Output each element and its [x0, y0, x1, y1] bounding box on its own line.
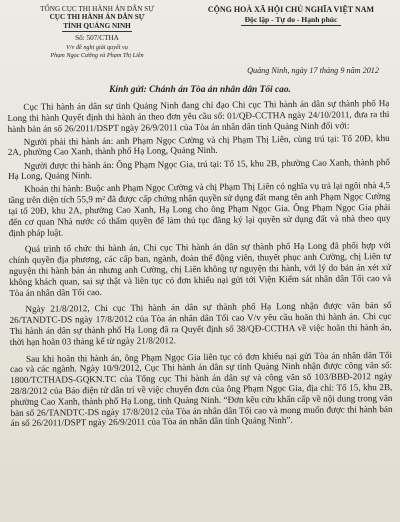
body-paragraph-obligation: Khoản thi hành: Buộc anh Phạm Ngọc Cường và chị Phạm Thị Liên có nghĩa vụ trả lại ngôi nhà 4,5 tầng trên diện tích 55,9 m² đã được cấp chứng nhận quyền sử dụng đất mang tên anh Phạm Ngọc Cường tại tổ 20Đ, khu 2A, phường Cao Xanh, Hạ Long cho ông Phạm Ngọc Gia. Ông Phạm Ngọc Gia phải đến cơ quan Nhà nước có thẩm quyền để làm thủ tục đăng ký lại quyền sử dụng đất và nhà theo quy định pháp luật. [8, 180, 391, 238]
body-paragraph-obligor: Người phải thi hành án: anh Phạm Ngọc Cường và chị Phạm Thị Liên, cùng trú tại: Tổ 20Đ, khu 2A, phường Cao Xanh, thành phố Hạ Long, Quảng Ninh. [7, 132, 390, 158]
national-title-block [191, 5, 391, 59]
body-paragraph-postponement: Ngày 21/8/2012, Chi cục Thi hành án dân sự thành phố Hạ Long nhận được văn bản số 26/TANDTC-DS ngày 17/8/2012 của Tòa án nhân dân Tối cao V/v yêu cầu hoãn thi hành án. Chi cục Thi hành án dân sự thành phố Hạ Long đã ra Quyết định số 38/QĐ-CCTHA về việc hoãn thi hành án, thời hạn hoãn 03 tháng kể từ ngày 21/8/2012. [9, 300, 392, 347]
national-motto: Độc lập - Tự do - Hạnh phúc [244, 14, 338, 24]
agency-line-2: CỤC THI HÀNH ÁN DÂN SỰ [49, 13, 145, 22]
subject-line-1: V/v đề nghị giải quyết vụ [66, 43, 128, 51]
body-paragraph-process: Quá trình tổ chức thi hành án, Chi cục Thi hành án dân sự thành phố Hạ Long đã phối hợp với chính quyền địa phương, các cấp ban, ngành, đoàn thể động viên, thuyết phục anh Cường, chị Liên tự nguyện thi hành bản án nhưng anh Cường, chị Liên không tự nguyện thi hành, với lý do bản án xét xử không khách quan, sai sự thật và liên tục có đơn khiếu nại gửi tới Viện Kiểm sát nhân dân Tối cao và Tòa án nhân dân Tối cao. [8, 240, 392, 298]
motto-underline [241, 25, 341, 26]
reference-number: Số: 507/CTHA [75, 34, 119, 43]
body-paragraph-complaint: Sau khi hoãn thi hành án, ông Phạm Ngọc Gia liên tục có đơn khiếu nại gửi Tòa án nhân dân Tối cao và các ngành. Ngày 10/9/2012, Cục Thi hành án dân sự tỉnh Quảng Ninh nhận được công văn số: 1800/TCTHADS-GQKN.TC của Tổng cục Thi hành án dân sự và công văn số 103/BBĐ-2012 ngày 28/8/2012 của Báo điện tử dân trí về việc chuyển đơn của ông Phạm Ngọc Gia, địa chỉ: Tổ 15, khu 2B, phường Cao Xanh, thành phố Hạ Long, tỉnh Quảng Ninh. “Đơn kêu cứu khẩn cấp về nội dung trong văn bản số 26/TANDTC-DS ngày 17/8/2012 của Tòa án nhân dân Tối cao và mong muốn được thi hành bản án số 26/2011/DSPT ngày 26/9/2011 của Tòa án nhân dân tỉnh Quảng Ninh”. [10, 349, 393, 429]
subject-line-2: Phạm Ngọc Cường và Phạm Thị Liên [50, 51, 144, 59]
document-date: Quảng Ninh, ngày 17 tháng 9 năm 2012 [247, 65, 379, 75]
document-header [9, 5, 391, 59]
agency-underline [62, 31, 132, 32]
body-paragraph-obligee: Người được thi hành án: Ông Phạm Ngọc Gia, trú tại: Tổ 15, khu 2B, phường Cao Xanh, thành phố Hạ Long, Quảng Ninh. [8, 156, 390, 182]
issuing-agency-block [9, 5, 185, 59]
agency-line-3: TỈNH QUẢNG NINH [63, 21, 131, 30]
national-title: CỘNG HOÀ XÃ HỘI CHỦ NGHĨA VIỆT NAM [207, 5, 375, 14]
addressee: Kính gửi: Chánh án Tòa án nhân dân Tối cao. [109, 84, 291, 95]
agency-line-1: TỔNG CỤC THI HÀNH ÁN DÂN SỰ [40, 5, 154, 13]
document-body [7, 98, 392, 429]
body-paragraph-intro: Cục Thi hành án dân sự tỉnh Quảng Ninh đang chỉ đạo Chi cục Thi hành án dân sự thành phố Hạ Long thi hành Quyết định thi hành án theo đơn yêu cầu số: 01/QĐ-CCTHA ngày 24/10/2011, đưa ra thi hành bản án số 26/2011/DSPT ngày 26/9/2011 của Tòa án nhân dân tỉnh Quảng Ninh đối với: [7, 97, 390, 134]
